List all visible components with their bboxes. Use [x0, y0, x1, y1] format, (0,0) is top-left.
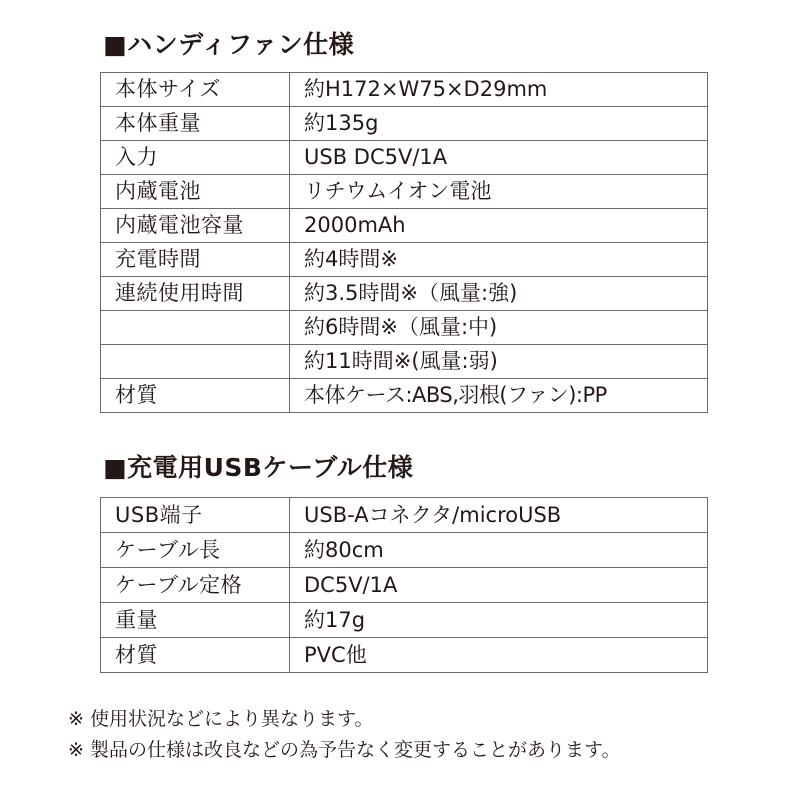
spec-label-body-weight: 本体重量 — [101, 107, 290, 141]
table-row — [101, 209, 708, 243]
spec-value-charge-time: 約4時間※ — [290, 243, 708, 277]
spec-value-cable-weight: 約17g — [290, 603, 708, 638]
spec-label-body-size: 本体サイズ — [101, 73, 290, 107]
spec-value-input: USB DC5V/1A — [290, 141, 708, 175]
table-row — [101, 568, 708, 603]
note-usage: ※ 使用状況などにより異なります。 — [68, 708, 374, 730]
spec-value-use-weak: 約11時間※(風量:弱) — [290, 345, 708, 379]
spec-value-cable-material: PVC他 — [290, 638, 708, 673]
note-spec-change: ※ 製品の仕様は改良などの為予告なく変更することがあります。 — [68, 739, 621, 761]
table-row — [101, 73, 708, 107]
spec-label-continuous-use: 連続使用時間 — [101, 277, 290, 311]
spec-value-cable-rating: DC5V/1A — [290, 568, 708, 603]
table-row — [101, 498, 708, 533]
spec-label-usb-terminal: USB端子 — [101, 498, 290, 533]
spec-label-cable-weight: 重量 — [101, 603, 290, 638]
table-row — [101, 345, 708, 379]
spec-value-use-medium: 約6時間※（風量:中) — [290, 311, 708, 345]
table-row — [101, 277, 708, 311]
table-row — [101, 533, 708, 568]
cable-spec-table — [100, 497, 708, 673]
table-row — [101, 603, 708, 638]
table-row — [101, 107, 708, 141]
spec-label-battery-capacity: 内蔵電池容量 — [101, 209, 290, 243]
spec-label-empty — [101, 311, 290, 345]
table-row — [101, 638, 708, 673]
spec-label-cable-rating: ケーブル定格 — [101, 568, 290, 603]
table-row — [101, 175, 708, 209]
spec-value-battery-capacity: 2000mAh — [290, 209, 708, 243]
cable-spec-title: ■充電用USBケーブル仕様 — [103, 453, 414, 482]
spec-value-use-strong: 約3.5時間※（風量:強) — [290, 277, 708, 311]
spec-value-cable-length: 約80cm — [290, 533, 708, 568]
table-row — [101, 311, 708, 345]
spec-label-charge-time: 充電時間 — [101, 243, 290, 277]
spec-value-material: 本体ケース:ABS,羽根(ファン):PP — [290, 379, 708, 413]
spec-value-usb-terminal: USB-Aコネクタ/microUSB — [290, 498, 708, 533]
spec-label-empty — [101, 345, 290, 379]
spec-label-input: 入力 — [101, 141, 290, 175]
table-row — [101, 243, 708, 277]
spec-label-cable-length: ケーブル長 — [101, 533, 290, 568]
table-row — [101, 379, 708, 413]
spec-label-cable-material: 材質 — [101, 638, 290, 673]
spec-value-body-weight: 約135g — [290, 107, 708, 141]
fan-spec-title: ■ハンディファン仕様 — [103, 30, 355, 59]
spec-label-material: 材質 — [101, 379, 290, 413]
table-row — [101, 141, 708, 175]
spec-value-body-size: 約H172×W75×D29mm — [290, 73, 708, 107]
spec-label-battery: 内蔵電池 — [101, 175, 290, 209]
fan-spec-table — [100, 72, 708, 413]
spec-value-battery: リチウムイオン電池 — [290, 175, 708, 209]
